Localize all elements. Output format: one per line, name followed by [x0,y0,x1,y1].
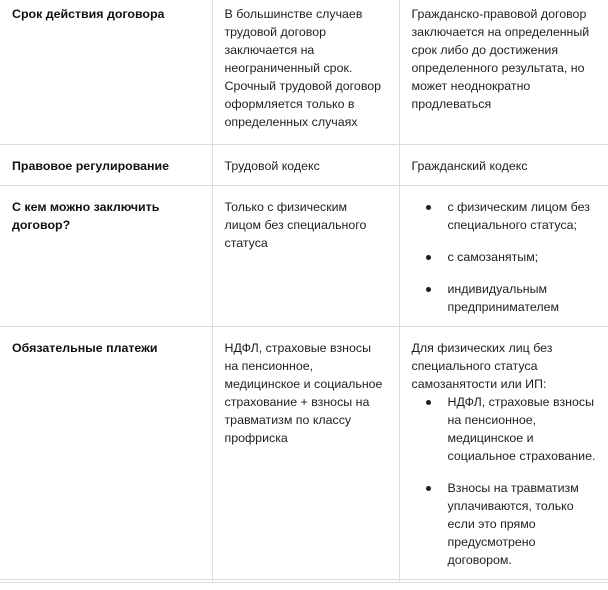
civil-contract-cell [399,186,608,327]
labor-contract-cell: Трудовой кодекс [212,145,399,186]
row-label: С кем можно заключить договор? [0,186,212,327]
list-item [448,479,597,569]
table-row [0,145,608,186]
list-item-text: Взносы на травматизм уплачиваются, только если это прямо предусмотрено договором. [447,481,579,567]
bullet-list [412,198,597,316]
row-label: Срок действия договора [0,0,212,145]
empty-cell [399,580,608,583]
empty-cell [212,580,399,583]
table-row [0,327,608,580]
bullet-icon [426,400,431,405]
bullet-icon [426,287,431,292]
list-item [448,280,597,316]
list-item-text: с самозанятым; [447,250,539,264]
list-item [448,198,597,234]
bullet-icon [426,486,431,491]
list-intro: Для физических лиц без специального статуса самозанятости или ИП: [411,341,553,391]
list-item-text: индивидуальным предпринимателем [447,282,560,314]
list-item [448,248,597,266]
list-item-text: НДФЛ, страховые взносы на пенсионное, медицинское и социальное страхование. [447,395,596,463]
table-row [0,186,608,327]
labor-contract-cell: В большинстве случаев трудовой договор заключается на неограниченный срок. Срочный трудовой договор оформляется только в определенных случаях [212,0,399,145]
civil-contract-cell [399,327,608,580]
labor-contract-cell: Только с физическим лицом без специального статуса [212,186,399,327]
bullet-icon [426,205,431,210]
list-item [448,393,597,465]
row-label: Обязательные платежи [0,327,212,580]
bullet-icon [426,255,431,260]
bullet-list [412,393,597,569]
list-item-text: с физическим лицом без специального статуса; [447,200,590,232]
empty-cell [0,580,212,583]
labor-contract-cell: НДФЛ, страховые взносы на пенсионное, медицинское и социальное страхование + взносы на травматизм по классу профриска [212,327,399,580]
civil-contract-cell: Гражданский кодекс [399,145,608,186]
row-label: Правовое регулирование [0,145,212,186]
civil-contract-cell: Гражданско-правовой договор заключается на определенный срок либо до достижения определенного результата, но может неоднократно продлеваться [399,0,608,145]
table-row [0,0,608,145]
table-row [0,580,608,583]
